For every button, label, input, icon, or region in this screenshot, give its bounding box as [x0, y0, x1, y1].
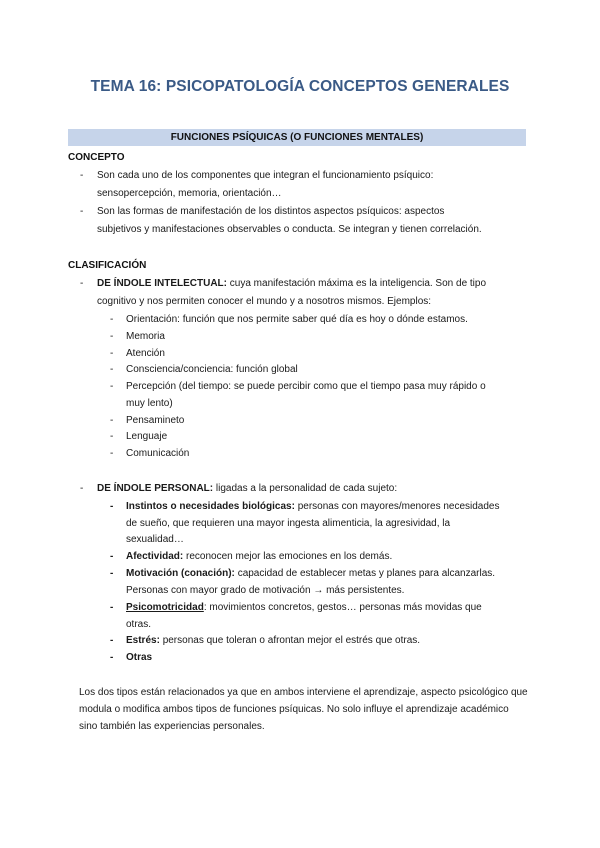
intelectual-item: Consciencia/conciencia: función global [126, 364, 298, 375]
intelectual-item: Percepción (del tiempo: se puede percibir como que el tiempo pasa muy rápido o [126, 381, 486, 392]
bullet-dash: - [110, 348, 114, 359]
bullet-dash: - [110, 314, 114, 325]
personal-text: ligadas a la personalidad de cada sujeto: [215, 483, 398, 494]
intelectual-item: Comunicación [126, 448, 190, 459]
instintos-text1: personas con mayores/menores necesidades [297, 501, 500, 512]
estres-line [126, 633, 420, 649]
bullet-dash: - [110, 635, 114, 646]
instintos-label: Instintos o necesidades biológicas: [126, 501, 295, 512]
bullet-dash: - [110, 652, 114, 663]
intelectual-text1: cuya manifestación máxima es la inteligencia. Son de tipo [229, 278, 487, 289]
concepto-item-2-line1: Son las formas de manifestación de los distintos aspectos psíquicos: aspectos [97, 206, 445, 217]
intelectual-item: Pensamineto [126, 415, 185, 426]
concepto-item-1-line2: sensopercepción, memoria, orientación… [97, 188, 282, 199]
bullet-dash: - [110, 551, 114, 562]
afectividad-text: reconocen mejor las emociones en los demás. [186, 551, 393, 562]
concepto-item-1-line1: Son cada uno de los componentes que integran el funcionamiento psíquico: [97, 170, 434, 181]
estres-label: Estrés: [126, 635, 160, 646]
section-banner: FUNCIONES PSÍQUICAS (O FUNCIONES MENTALES) [68, 129, 526, 146]
motivacion-line1 [126, 566, 495, 582]
afectividad-label: Afectividad: [126, 551, 184, 562]
closing-paragraph: Los dos tipos están relacionados ya que en ambos interviene el aprendizaje, aspecto psicológico que modula o modifica ambos tipos de funciones psíquicas. No solo influye el aprendizaje académico sino también las experiencias personales. [79, 687, 528, 732]
document-title: TEMA 16: PSICOPATOLOGÍA CONCEPTOS GENERALES [90, 78, 510, 95]
intelectual-text2: cognitivo y nos permiten conocer el mundo y a nosotros mismos. Ejemplos: [97, 296, 432, 307]
intelectual-item: Lenguaje [126, 431, 168, 442]
motivacion-label: Motivación (conación): [126, 568, 235, 579]
bullet-dash: - [80, 483, 84, 494]
intelectual-item: Orientación: función que nos permite saber qué día es hoy o dónde estamos. [126, 314, 468, 325]
bullet-dash: - [110, 331, 114, 342]
bullet-dash: - [110, 364, 114, 375]
bullet-dash: - [110, 568, 114, 579]
concepto-heading: CONCEPTO [68, 152, 125, 163]
bullet-dash: - [110, 448, 114, 459]
psicomotricidad-text1: : movimientos concretos, gestos… personas más movidas que [203, 602, 482, 613]
bullet-dash: - [80, 206, 84, 217]
bullet-dash: - [110, 602, 114, 613]
instintos-line1 [126, 499, 500, 515]
bullet-dash: - [110, 431, 114, 442]
instintos-text3: sexualidad… [126, 534, 184, 545]
instintos-text2: de sueño, que requieren una mayor ingesta alimenticia, la agresividad, la [126, 518, 451, 529]
motivacion-text2: Personas con mayor grado de motivación → más persistentes. [126, 585, 405, 596]
estres-text: personas que toleran o afrontan mejor el estrés que otras. [162, 635, 421, 646]
intelectual-label: DE ÍNDOLE INTELECTUAL: [97, 278, 227, 289]
bullet-dash: - [110, 381, 114, 392]
psicomotricidad-label: Psicomotricidad [126, 602, 204, 613]
concepto-item-2-line2: subjetivos y manifestaciones observables o conducta. Se integran y tienen correlación. [97, 224, 482, 235]
motivacion-text1: capacidad de establecer metas y planes para alcanzarlas. [237, 568, 496, 579]
clasificacion-heading: CLASIFICACIÓN [68, 260, 147, 271]
psicomotricidad-line1 [126, 600, 482, 616]
personal-line [97, 481, 397, 497]
personal-label: DE ÍNDOLE PERSONAL: [97, 483, 214, 494]
psicomotricidad-text2: otras. [126, 619, 152, 630]
otras-label: Otras [126, 652, 153, 663]
intelectual-line1 [97, 276, 486, 292]
bullet-dash: - [80, 278, 84, 289]
bullet-dash: - [80, 170, 84, 181]
afectividad-line [126, 549, 392, 565]
intelectual-item: Atención [126, 348, 165, 359]
intelectual-item-cont: muy lento) [126, 398, 173, 409]
intelectual-item: Memoria [126, 331, 165, 342]
bullet-dash: - [110, 501, 114, 512]
bullet-dash: - [110, 415, 114, 426]
